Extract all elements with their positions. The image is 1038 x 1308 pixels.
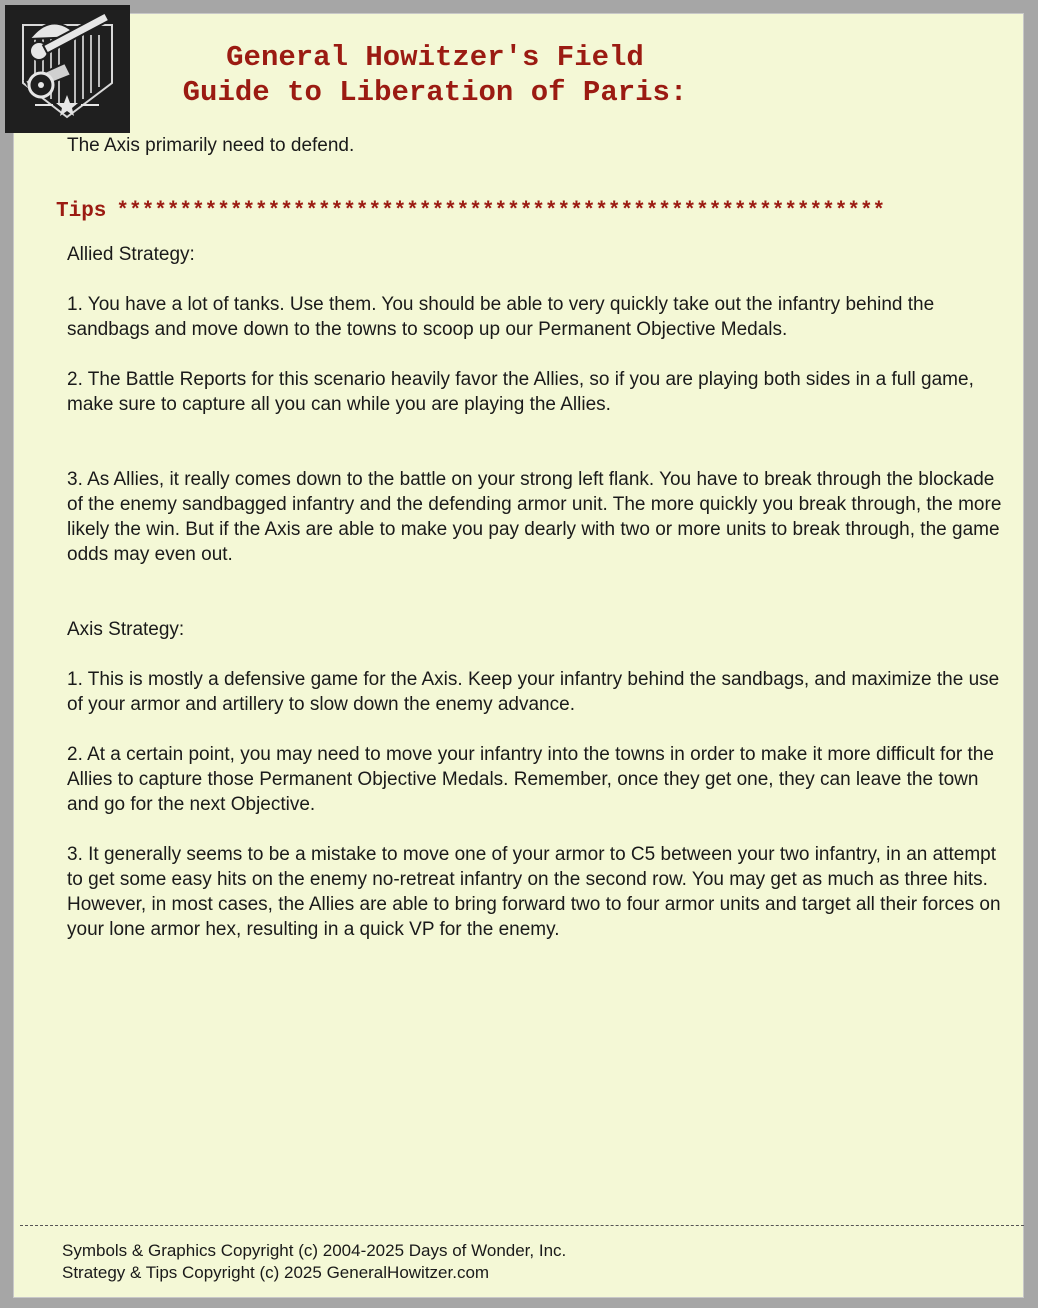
title-line-1: General Howitzer's Field <box>226 41 644 74</box>
axis-strategy-heading: Axis Strategy: <box>67 619 185 640</box>
allied-strategy-heading: Allied Strategy: <box>67 244 195 265</box>
footer <box>62 1240 566 1284</box>
allied-tip-3: 3. As Allies, it really comes down to the battle on your strong left flank. You have to break through the blockade of the enemy sandbagged infantry and the defending armor unit. The more quickly you break through, the more likely the win. But if the Axis are able to make you pay dearly with two or more units to break through, the game odds may even out. <box>67 469 1002 565</box>
axis-tip-3: 3. It generally seems to be a mistake to move one of your armor to C5 between your two infantry, in an attempt to get some easy hits on the enemy no-retreat infantry on the second row. You may get as much as three hits. However, in most cases, the Allies are able to bring forward two to four armor units and target all their forces on your lone armor hex, resulting in a quick VP for the enemy. <box>67 844 1001 940</box>
page-title <box>150 40 720 110</box>
tips-label: Tips <box>56 200 107 223</box>
footer-copyright-graphics: Symbols & Graphics Copyright (c) 2004-2025 Days of Wonder, Inc. <box>62 1241 567 1260</box>
footer-divider <box>20 1225 1024 1226</box>
intro-text: The Axis primarily need to defend. <box>67 135 355 156</box>
tips-heading <box>56 200 1016 223</box>
allied-tip-1: 1. You have a lot of tanks. Use them. You should be able to very quickly take out the infantry behind the sandbags and move down to the towns to scoop up our Permanent Objective Medals. <box>67 294 935 340</box>
axis-tip-2: 2. At a certain point, you may need to move your infantry into the towns in order to make it more difficult for the Allies to capture those Permanent Objective Medals. Remember, once they get one, they can leave the town and go for the next Objective. <box>67 744 994 815</box>
tips-divider-stars: ************************************************************* <box>116 200 886 223</box>
strategy-body <box>67 242 1007 967</box>
allied-tip-2: 2. The Battle Reports for this scenario heavily favor the Allies, so if you are playing both sides in a full game, make sure to capture all you can while you are playing the Allies. <box>67 369 974 415</box>
general-howitzer-logo-icon <box>5 5 130 133</box>
axis-tip-1: 1. This is mostly a defensive game for the Axis. Keep your infantry behind the sandbags, and maximize the use of your armor and artillery to slow down the enemy advance. <box>67 669 1000 715</box>
title-line-2: Guide to Liberation of Paris: <box>182 76 688 109</box>
footer-copyright-strategy: Strategy & Tips Copyright (c) 2025 GeneralHowitzer.com <box>62 1263 490 1282</box>
